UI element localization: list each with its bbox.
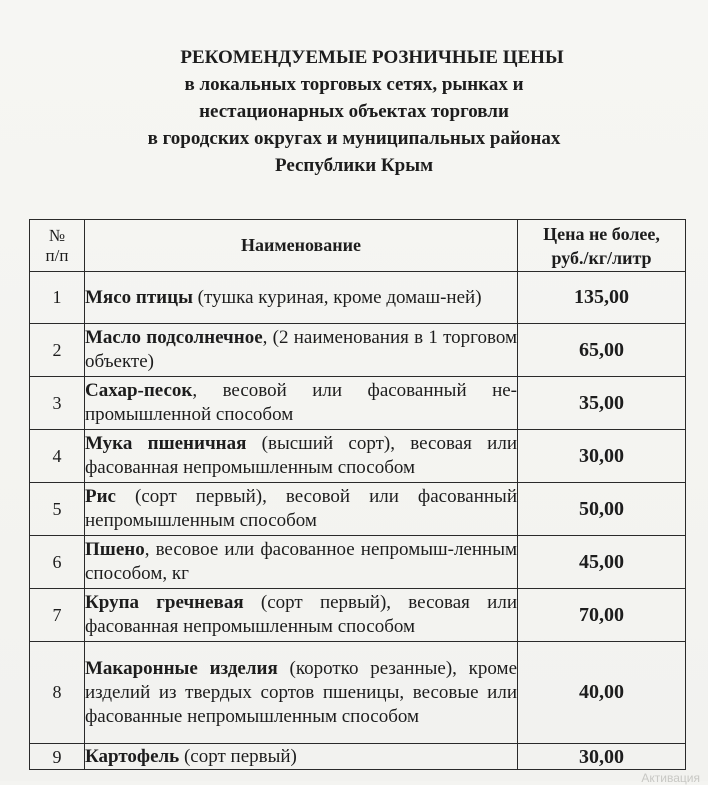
row-price: 35,00 — [518, 377, 686, 430]
product-name-detail: (сорт первый), весовая или фасованная непромышленным способом — [85, 592, 517, 637]
column-header-name: Наименование — [85, 220, 518, 272]
row-price: 45,00 — [518, 536, 686, 589]
product-name-detail: , весовой или фасованный не-промышленной способом — [85, 380, 517, 425]
column-header-number-symbol: № — [48, 225, 66, 245]
row-number: 8 — [30, 642, 85, 744]
product-name-bold: Пшено — [85, 539, 145, 560]
product-name-bold: Рис — [85, 486, 116, 507]
row-number: 5 — [30, 483, 85, 536]
row-product-name — [85, 377, 518, 430]
table-header-row — [30, 220, 686, 272]
product-name-detail: (сорт первый), весовой или фасованный непромышленным способом — [85, 486, 517, 531]
row-price: 135,00 — [518, 272, 686, 324]
row-product-name — [85, 536, 518, 589]
product-name-detail: (высший сорт), весовая или фасованная непромышленным способом — [85, 433, 517, 478]
product-name-detail: (коротко резанные), кроме изделий из твердых сортов пшеницы, весовые или фасованные непромышленным способом — [85, 657, 518, 727]
heading-title: РЕКОМЕНДУЕМЫЕ РОЗНИЧНЫЕ ЦЕНЫ — [180, 47, 564, 68]
row-number: 6 — [30, 536, 85, 589]
column-header-price-line-2: руб./кг/литр — [551, 247, 652, 268]
table-row — [30, 744, 686, 770]
product-name-bold: Картофель — [85, 745, 180, 767]
row-product-name — [85, 744, 518, 770]
table-row — [30, 589, 686, 642]
row-product-name — [85, 483, 518, 536]
column-header-number — [30, 220, 85, 272]
document-heading — [0, 44, 708, 179]
heading-line-3: нестационарных объектах торговли — [199, 101, 509, 122]
price-table — [29, 219, 686, 770]
product-name-bold: Мясо птицы — [85, 286, 193, 308]
row-product-name — [85, 589, 518, 642]
table-row — [30, 324, 686, 377]
table-row — [30, 642, 686, 744]
product-name-bold: Крупа гречневая — [85, 592, 244, 613]
column-header-price — [518, 220, 686, 272]
row-number: 1 — [30, 272, 85, 324]
activation-watermark: Активация — [641, 771, 700, 785]
row-number: 3 — [30, 377, 85, 430]
row-product-name — [85, 430, 518, 483]
row-price: 65,00 — [518, 324, 686, 377]
product-name-detail: (сорт первый) — [179, 745, 297, 767]
table-row — [30, 536, 686, 589]
heading-line-2: в локальных торговых сетях, рынках и — [184, 74, 524, 95]
table-row — [30, 430, 686, 483]
table-row — [30, 272, 686, 324]
row-product-name — [85, 272, 518, 324]
row-price: 30,00 — [518, 744, 686, 770]
row-product-name — [85, 642, 518, 744]
row-price: 40,00 — [518, 642, 686, 744]
heading-line-4: в городских округах и муниципальных районах — [147, 128, 561, 149]
row-number: 2 — [30, 324, 85, 377]
heading-line-5: Республики Крым — [274, 155, 434, 176]
row-number: 9 — [30, 744, 85, 770]
row-price: 50,00 — [518, 483, 686, 536]
product-name-bold: Сахар-песок — [85, 380, 193, 401]
product-name-detail: (тушка куриная, кроме домаш-ней) — [192, 286, 482, 308]
product-name-bold: Макаронные изделия — [85, 657, 278, 679]
table-row — [30, 483, 686, 536]
product-name-detail: , (2 наименования в 1 торговом объекте) — [85, 327, 518, 372]
product-name-detail: , весовое или фасованное непромыш-ленным способом, кг — [85, 539, 517, 584]
row-number: 7 — [30, 589, 85, 642]
row-number: 4 — [30, 430, 85, 483]
column-header-price-line-1: Цена не более, — [543, 223, 660, 244]
table-row — [30, 377, 686, 430]
product-name-bold: Мука пшеничная — [85, 433, 247, 454]
row-price: 30,00 — [518, 430, 686, 483]
row-price: 70,00 — [518, 589, 686, 642]
product-name-bold: Масло подсолнечное — [85, 327, 263, 348]
row-product-name — [85, 324, 518, 377]
column-header-number-abbr: п/п — [45, 245, 69, 265]
